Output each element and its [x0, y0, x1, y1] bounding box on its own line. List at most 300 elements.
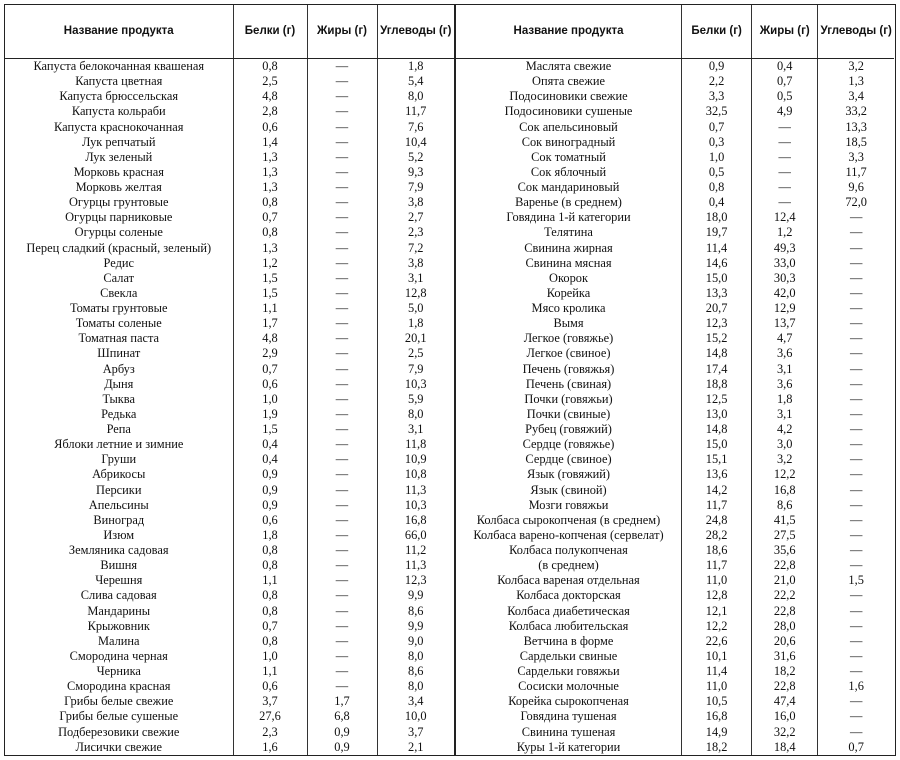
protein-value: 1,5	[233, 271, 307, 286]
protein-value: 12,2	[682, 619, 752, 634]
product-name: Крыжовник	[87, 618, 150, 633]
carbs-value: 10,8	[377, 467, 454, 482]
carbs-value: —	[818, 346, 894, 361]
product-name: Печень (свиная)	[525, 376, 612, 391]
fat-value: —	[307, 604, 377, 619]
product-name: Сок томатный	[531, 149, 606, 164]
fat-value: —	[307, 422, 377, 437]
carbs-value: 3,1	[377, 271, 454, 286]
product-name: Лук репчатый	[81, 134, 156, 149]
carbs-value: 16,8	[377, 513, 454, 528]
table-row	[5, 392, 454, 407]
table-row	[5, 74, 454, 89]
table-row	[455, 377, 894, 392]
table-row	[5, 694, 454, 709]
protein-value: 0,5	[682, 165, 752, 180]
fat-value: 16,0	[752, 709, 818, 724]
fat-value: 13,7	[752, 316, 818, 331]
table-row	[455, 498, 894, 513]
fat-value: 3,6	[752, 377, 818, 392]
protein-value: 11,0	[682, 573, 752, 588]
protein-value: 11,7	[682, 558, 752, 573]
carbs-value: 3,7	[377, 725, 454, 740]
table-row	[455, 573, 894, 588]
table-row	[455, 649, 894, 664]
carbs-value: 11,7	[818, 165, 894, 180]
protein-value: 1,3	[233, 241, 307, 256]
header-row	[5, 5, 454, 59]
product-name: Мясо кролика	[531, 301, 606, 316]
table-row	[455, 225, 894, 240]
carbs-value: 8,0	[377, 89, 454, 104]
product-name: Черника	[96, 664, 141, 679]
product-name: Томаты грунтовые	[70, 301, 168, 316]
product-name: Окорок	[549, 270, 588, 285]
product-name: Легкое (свиное)	[526, 346, 611, 361]
fat-value: —	[307, 392, 377, 407]
fat-value: 21,0	[752, 573, 818, 588]
table-row	[455, 256, 894, 271]
fat-value: —	[307, 195, 377, 210]
fat-value: 4,7	[752, 331, 818, 346]
fat-value: —	[752, 120, 818, 135]
carbs-value: 66,0	[377, 528, 454, 543]
fat-value: —	[752, 165, 818, 180]
fat-value: 33,0	[752, 256, 818, 271]
protein-value: 28,2	[682, 528, 752, 543]
carbs-value: —	[818, 422, 894, 437]
left-table-body	[5, 59, 454, 756]
carbs-value: 7,2	[377, 241, 454, 256]
protein-value: 1,3	[233, 150, 307, 165]
product-name: Говядина тушеная	[520, 709, 617, 724]
header-carbs: Углеводы (г)	[377, 5, 454, 59]
fat-value: 0,9	[307, 740, 377, 755]
carbs-value: —	[818, 286, 894, 301]
carbs-value: —	[818, 483, 894, 498]
protein-value: 0,6	[233, 679, 307, 694]
table-row	[455, 362, 894, 377]
product-name: Опята свежие	[532, 74, 605, 89]
protein-value: 14,8	[682, 346, 752, 361]
product-name: Вымя	[553, 316, 584, 331]
table-row	[5, 619, 454, 634]
carbs-value: 2,5	[377, 346, 454, 361]
product-name: Виноград	[93, 512, 145, 527]
carbs-value: 72,0	[818, 195, 894, 210]
carbs-value: 8,6	[377, 604, 454, 619]
protein-value: 24,8	[682, 513, 752, 528]
carbs-value: —	[818, 694, 894, 709]
fat-value: 0,9	[307, 725, 377, 740]
carbs-value: —	[818, 604, 894, 619]
protein-value: 0,8	[233, 195, 307, 210]
fat-value: —	[307, 362, 377, 377]
protein-value: 1,3	[233, 165, 307, 180]
fat-value: —	[752, 150, 818, 165]
protein-value: 15,0	[682, 271, 752, 286]
protein-value: 1,7	[233, 316, 307, 331]
product-name: Капуста брюссельская	[59, 89, 179, 104]
fat-value: —	[307, 286, 377, 301]
product-name: Сосиски молочные	[518, 679, 619, 694]
protein-value: 13,6	[682, 467, 752, 482]
carbs-value: 3,2	[818, 59, 894, 75]
product-name: Колбаса докторская	[516, 588, 621, 603]
product-name: Мандарины	[87, 603, 151, 618]
protein-value: 0,4	[233, 452, 307, 467]
carbs-value: —	[818, 467, 894, 482]
fat-value: 28,0	[752, 619, 818, 634]
carbs-value: 10,4	[377, 135, 454, 150]
table-row	[455, 452, 894, 467]
header-name: Название продукта	[5, 5, 233, 59]
protein-value: 0,6	[233, 377, 307, 392]
carbs-value: 1,5	[818, 573, 894, 588]
product-name: Лук зеленый	[85, 149, 153, 164]
carbs-value: 8,0	[377, 679, 454, 694]
product-name: Колбаса вареная отдельная	[497, 573, 640, 588]
product-name: Яблоки летние и зимние	[54, 437, 184, 452]
table-row	[455, 346, 894, 361]
fat-value: —	[307, 89, 377, 104]
carbs-value: 7,6	[377, 120, 454, 135]
table-row	[455, 634, 894, 649]
protein-value: 1,0	[233, 649, 307, 664]
protein-value: 0,7	[233, 619, 307, 634]
fat-value: —	[307, 377, 377, 392]
protein-value: 0,8	[233, 59, 307, 75]
table-row	[455, 120, 894, 135]
fat-value: —	[307, 331, 377, 346]
carbs-value: 2,7	[377, 210, 454, 225]
table-row	[455, 331, 894, 346]
table-row	[455, 679, 894, 694]
fat-value: 3,1	[752, 407, 818, 422]
nutrition-table	[4, 4, 896, 756]
protein-value: 2,9	[233, 346, 307, 361]
product-name: Слива садовая	[80, 588, 157, 603]
carbs-value: 5,0	[377, 301, 454, 316]
protein-value: 27,6	[233, 709, 307, 724]
fat-value: —	[307, 619, 377, 634]
fat-value: —	[307, 301, 377, 316]
carbs-value: —	[818, 271, 894, 286]
table-row	[455, 407, 894, 422]
protein-value: 2,2	[682, 74, 752, 89]
protein-value: 0,9	[233, 483, 307, 498]
fat-value: 1,2	[752, 225, 818, 240]
product-name: Томаты соленые	[75, 316, 162, 331]
table-row	[455, 664, 894, 679]
carbs-value: —	[818, 649, 894, 664]
carbs-value: 9,6	[818, 180, 894, 195]
protein-value: 11,4	[682, 241, 752, 256]
product-name: Мозги говяжьи	[528, 497, 609, 512]
fat-value: 20,6	[752, 634, 818, 649]
protein-value: 12,5	[682, 392, 752, 407]
table-row	[5, 740, 454, 755]
fat-value: 0,7	[752, 74, 818, 89]
protein-value: 12,8	[682, 588, 752, 603]
product-name: Редис	[103, 255, 134, 270]
carbs-value: 2,3	[377, 225, 454, 240]
carbs-value: —	[818, 513, 894, 528]
table-row	[5, 467, 454, 482]
product-name: Салат	[103, 270, 135, 285]
fat-value: —	[307, 679, 377, 694]
product-name: Телятина	[544, 225, 593, 240]
product-name: Смородина красная	[66, 679, 171, 694]
protein-value: 0,9	[233, 498, 307, 513]
table-row	[455, 135, 894, 150]
carbs-value: 7,9	[377, 180, 454, 195]
product-name: Томатная паста	[78, 331, 160, 346]
carbs-value: 10,3	[377, 498, 454, 513]
table-row	[5, 664, 454, 679]
header-row	[455, 5, 894, 59]
table-row	[5, 558, 454, 573]
product-name: Абрикосы	[92, 467, 146, 482]
fat-value: —	[307, 558, 377, 573]
fat-value: 6,8	[307, 709, 377, 724]
right-table	[454, 5, 894, 755]
protein-value: 18,8	[682, 377, 752, 392]
carbs-value: —	[818, 543, 894, 558]
table-row	[5, 604, 454, 619]
carbs-value: —	[818, 392, 894, 407]
carbs-value: 1,6	[818, 679, 894, 694]
product-name: Колбаса любительская	[508, 618, 629, 633]
protein-value: 18,6	[682, 543, 752, 558]
fat-value: —	[752, 135, 818, 150]
protein-value: 1,6	[233, 740, 307, 755]
protein-value: 0,9	[233, 467, 307, 482]
fat-value: 16,8	[752, 483, 818, 498]
carbs-value: 12,8	[377, 286, 454, 301]
protein-value: 12,1	[682, 604, 752, 619]
table-row	[5, 225, 454, 240]
table-row	[5, 150, 454, 165]
table-row	[455, 195, 894, 210]
fat-value: 12,4	[752, 210, 818, 225]
fat-value: 41,5	[752, 513, 818, 528]
product-name: Сердце (говяжье)	[522, 437, 615, 452]
fat-value: —	[307, 528, 377, 543]
fat-value: 1,8	[752, 392, 818, 407]
protein-value: 11,0	[682, 679, 752, 694]
fat-value: 22,8	[752, 679, 818, 694]
fat-value: —	[307, 573, 377, 588]
protein-value: 14,6	[682, 256, 752, 271]
table-row	[455, 437, 894, 452]
protein-value: 1,1	[233, 664, 307, 679]
carbs-value: 11,8	[377, 437, 454, 452]
table-row	[455, 709, 894, 724]
fat-value: —	[307, 120, 377, 135]
product-name: Огурцы парниковые	[65, 210, 173, 225]
product-name: Колбаса диабетическая	[507, 603, 630, 618]
product-name: Колбаса полукопченая	[509, 543, 628, 558]
product-name: Сок виноградный	[521, 134, 616, 149]
product-name: Капуста белокочанная квашеная	[33, 59, 205, 74]
table-row	[5, 59, 454, 75]
carbs-value: —	[818, 225, 894, 240]
header-carbs: Углеводы (г)	[818, 5, 894, 59]
fat-value: —	[307, 59, 377, 75]
carbs-value: 5,2	[377, 150, 454, 165]
product-name: Грибы белые свежие	[64, 694, 174, 709]
carbs-value: 2,1	[377, 740, 454, 755]
table-row	[455, 286, 894, 301]
carbs-value: 1,3	[818, 74, 894, 89]
protein-value: 11,7	[682, 498, 752, 513]
product-name: Колбаса сырокопченая (в среднем)	[476, 512, 661, 527]
protein-value: 10,1	[682, 649, 752, 664]
carbs-value: 9,9	[377, 619, 454, 634]
table-row	[5, 180, 454, 195]
carbs-value: 20,1	[377, 331, 454, 346]
table-row	[5, 256, 454, 271]
product-name: (в среднем)	[538, 558, 599, 573]
protein-value: 1,3	[233, 180, 307, 195]
table-row	[455, 210, 894, 225]
carbs-value: 11,3	[377, 483, 454, 498]
product-name: Земляника садовая	[68, 543, 169, 558]
table-row	[455, 588, 894, 603]
protein-value: 14,8	[682, 422, 752, 437]
fat-value: 0,5	[752, 89, 818, 104]
product-name: Лисички свежие	[75, 739, 163, 754]
carbs-value: 3,4	[377, 694, 454, 709]
carbs-value: —	[818, 256, 894, 271]
header-fat: Жиры (г)	[752, 5, 818, 59]
product-name: Говядина 1-й категории	[506, 210, 631, 225]
protein-value: 1,0	[682, 150, 752, 165]
protein-value: 12,3	[682, 316, 752, 331]
protein-value: 15,0	[682, 437, 752, 452]
carbs-value: 11,2	[377, 543, 454, 558]
table-row	[5, 483, 454, 498]
header-fat: Жиры (г)	[307, 5, 377, 59]
fat-value: 4,9	[752, 104, 818, 119]
product-name: Язык (свиной)	[530, 482, 607, 497]
table-row	[5, 104, 454, 119]
table-row	[455, 241, 894, 256]
product-name: Перец сладкий (красный, зеленый)	[26, 240, 212, 255]
fat-value: 49,3	[752, 241, 818, 256]
fat-value: 18,2	[752, 664, 818, 679]
table-row	[455, 165, 894, 180]
carbs-value: 9,0	[377, 634, 454, 649]
protein-value: 0,8	[233, 634, 307, 649]
table-row	[5, 634, 454, 649]
table-row	[5, 210, 454, 225]
protein-value: 2,5	[233, 74, 307, 89]
protein-value: 14,9	[682, 725, 752, 740]
product-name: Репа	[106, 422, 131, 437]
protein-value: 0,6	[233, 120, 307, 135]
protein-value: 32,5	[682, 104, 752, 119]
protein-value: 0,6	[233, 513, 307, 528]
product-name: Морковь желтая	[75, 180, 162, 195]
table-row	[5, 513, 454, 528]
fat-value: —	[307, 74, 377, 89]
table-row	[5, 331, 454, 346]
fat-value: 4,2	[752, 422, 818, 437]
table-row	[455, 543, 894, 558]
carbs-value: 1,8	[377, 316, 454, 331]
table-row	[455, 483, 894, 498]
table-row	[455, 104, 894, 119]
carbs-value: —	[818, 241, 894, 256]
table-row	[455, 694, 894, 709]
carbs-value: 3,4	[818, 89, 894, 104]
protein-value: 11,4	[682, 664, 752, 679]
fat-value: —	[307, 467, 377, 482]
product-name: Почки (говяжьи)	[524, 391, 613, 406]
table-row	[455, 271, 894, 286]
carbs-value: 3,3	[818, 150, 894, 165]
fat-value: 12,9	[752, 301, 818, 316]
fat-value: —	[307, 634, 377, 649]
table-row	[5, 528, 454, 543]
protein-value: 1,5	[233, 286, 307, 301]
carbs-value: 1,8	[377, 59, 454, 75]
product-name: Арбуз	[102, 361, 135, 376]
product-name: Капуста краснокочанная	[54, 119, 184, 134]
product-name: Варенье (в среднем)	[515, 195, 622, 210]
carbs-value: 5,4	[377, 74, 454, 89]
product-name: Тыква	[102, 391, 135, 406]
carbs-value: —	[818, 437, 894, 452]
product-name: Изюм	[103, 527, 135, 542]
fat-value: —	[307, 498, 377, 513]
fat-value: —	[307, 104, 377, 119]
protein-value: 1,5	[233, 422, 307, 437]
protein-value: 0,4	[233, 437, 307, 452]
table-row	[455, 558, 894, 573]
carbs-value: 7,9	[377, 362, 454, 377]
fat-value: —	[307, 225, 377, 240]
protein-value: 3,3	[682, 89, 752, 104]
table-row	[5, 165, 454, 180]
protein-value: 1,2	[233, 256, 307, 271]
header-protein: Белки (г)	[233, 5, 307, 59]
fat-value: 18,4	[752, 740, 818, 755]
table-row	[455, 150, 894, 165]
protein-value: 0,7	[233, 210, 307, 225]
protein-value: 4,8	[233, 331, 307, 346]
carbs-value: 13,3	[818, 120, 894, 135]
right-table-body	[455, 59, 894, 756]
product-name: Почки (свиные)	[526, 406, 611, 421]
protein-value: 2,8	[233, 104, 307, 119]
table-row	[5, 362, 454, 377]
fat-value: —	[307, 543, 377, 558]
protein-value: 16,8	[682, 709, 752, 724]
protein-value: 13,0	[682, 407, 752, 422]
carbs-value: —	[818, 210, 894, 225]
table-row	[455, 316, 894, 331]
fat-value: —	[307, 664, 377, 679]
table-row	[455, 725, 894, 740]
fat-value: 22,8	[752, 604, 818, 619]
table-row	[455, 422, 894, 437]
product-name: Сок мандариновый	[517, 180, 620, 195]
carbs-value: 10,0	[377, 709, 454, 724]
fat-value: 32,2	[752, 725, 818, 740]
